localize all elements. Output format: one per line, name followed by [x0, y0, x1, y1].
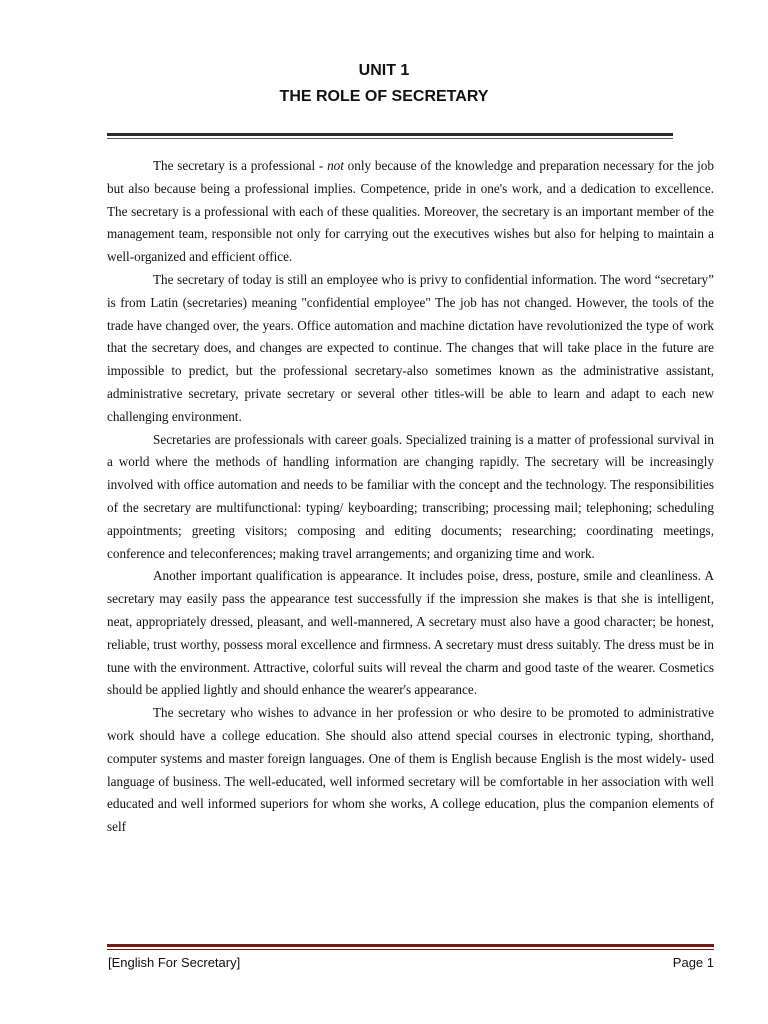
paragraph-1-italic-word: not [327, 158, 344, 173]
footer-divider [107, 944, 714, 950]
paragraph-4: Another important qualification is appearance. It includes poise, dress, posture, smile and cleanliness. A secretary may easily pass the appearance test successfully if the impression she makes is that she is intelligent, neat, appropriately dressed, pleasant, and well-mannered, A secretary must also have a good character; be honest, reliable, trust worthy, possess moral excellence and firmness. A secretary must dress suitably. The dress must be in tune with the environment. Attractive, colorful suits will reveal the charm and good taste of the wearer. Cosmetics should be applied lightly and should enhance the wearer's appearance. [107, 568, 714, 698]
paragraph-5: The secretary who wishes to advance in her profession or who desire to be promoted to administrative work should have a college education. She should also attend special courses in electronic typing, shorthand, computer systems and master foreign languages. One of them is English because English is the most widely- used language of business. The well-educated, well informed secretary will be comfortable in her association with well educated and well informed superiors for whom she works, A college education, plus the companion elements of self [107, 705, 714, 835]
footer-book-title: [English For Secretary] [108, 955, 241, 970]
page-title: THE ROLE OF SECRETARY [279, 88, 489, 105]
paragraph-1-rest: only because of the knowledge and preparation necessary for the job but also because being a professional implies. Competence, pride in one's work, and a dedication to excellence. The secretary is a professional with each of these qualities. Moreover, the secretary is an important member of the management team, responsible not only for carrying out the executives wishes but also for helping to maintain a well-organized and efficient office. [107, 158, 714, 265]
paragraph-1-start: The secretary is a professional - [153, 158, 328, 173]
footer-page-number: Page 1 [672, 955, 714, 970]
paragraph-1 [107, 155, 714, 269]
title-divider [107, 133, 673, 139]
paragraph-3: Secretaries are professionals with career goals. Specialized training is a matter of professional survival in a world where the methods of handling information are changing rapidly. The secretary will be increasingly involved with office automation and needs to be familiar with the concept and the technology. The responsibilities of the secretary are multifunctional: typing/ keyboarding; transcribing; processing mail; telephoning; scheduling appointments; greeting visitors; composing and editing documents; researching; coordinating meetings, conference and teleconferences; making travel arrangements; and organizing time and work. [107, 431, 714, 561]
unit-number: UNIT 1 [358, 62, 410, 79]
body-text [107, 155, 714, 839]
paragraph-2: The secretary of today is still an employee who is privy to confidential information. The word “secretary” is from Latin (secretaries) meaning "confidential employee" The job has not changed. However, the tools of the trade have changed over, the years. Office automation and machine dictation have revolutionized the type of work that the secretary does, and changes are expected to continue. The changes that will take place in the future are impossible to predict, but the professional secretary-also sometimes known as the administrative assistant, administrative secretary, private secretary or several other titles-will be able to learn and adapt to each new challenging environment. [107, 271, 714, 424]
